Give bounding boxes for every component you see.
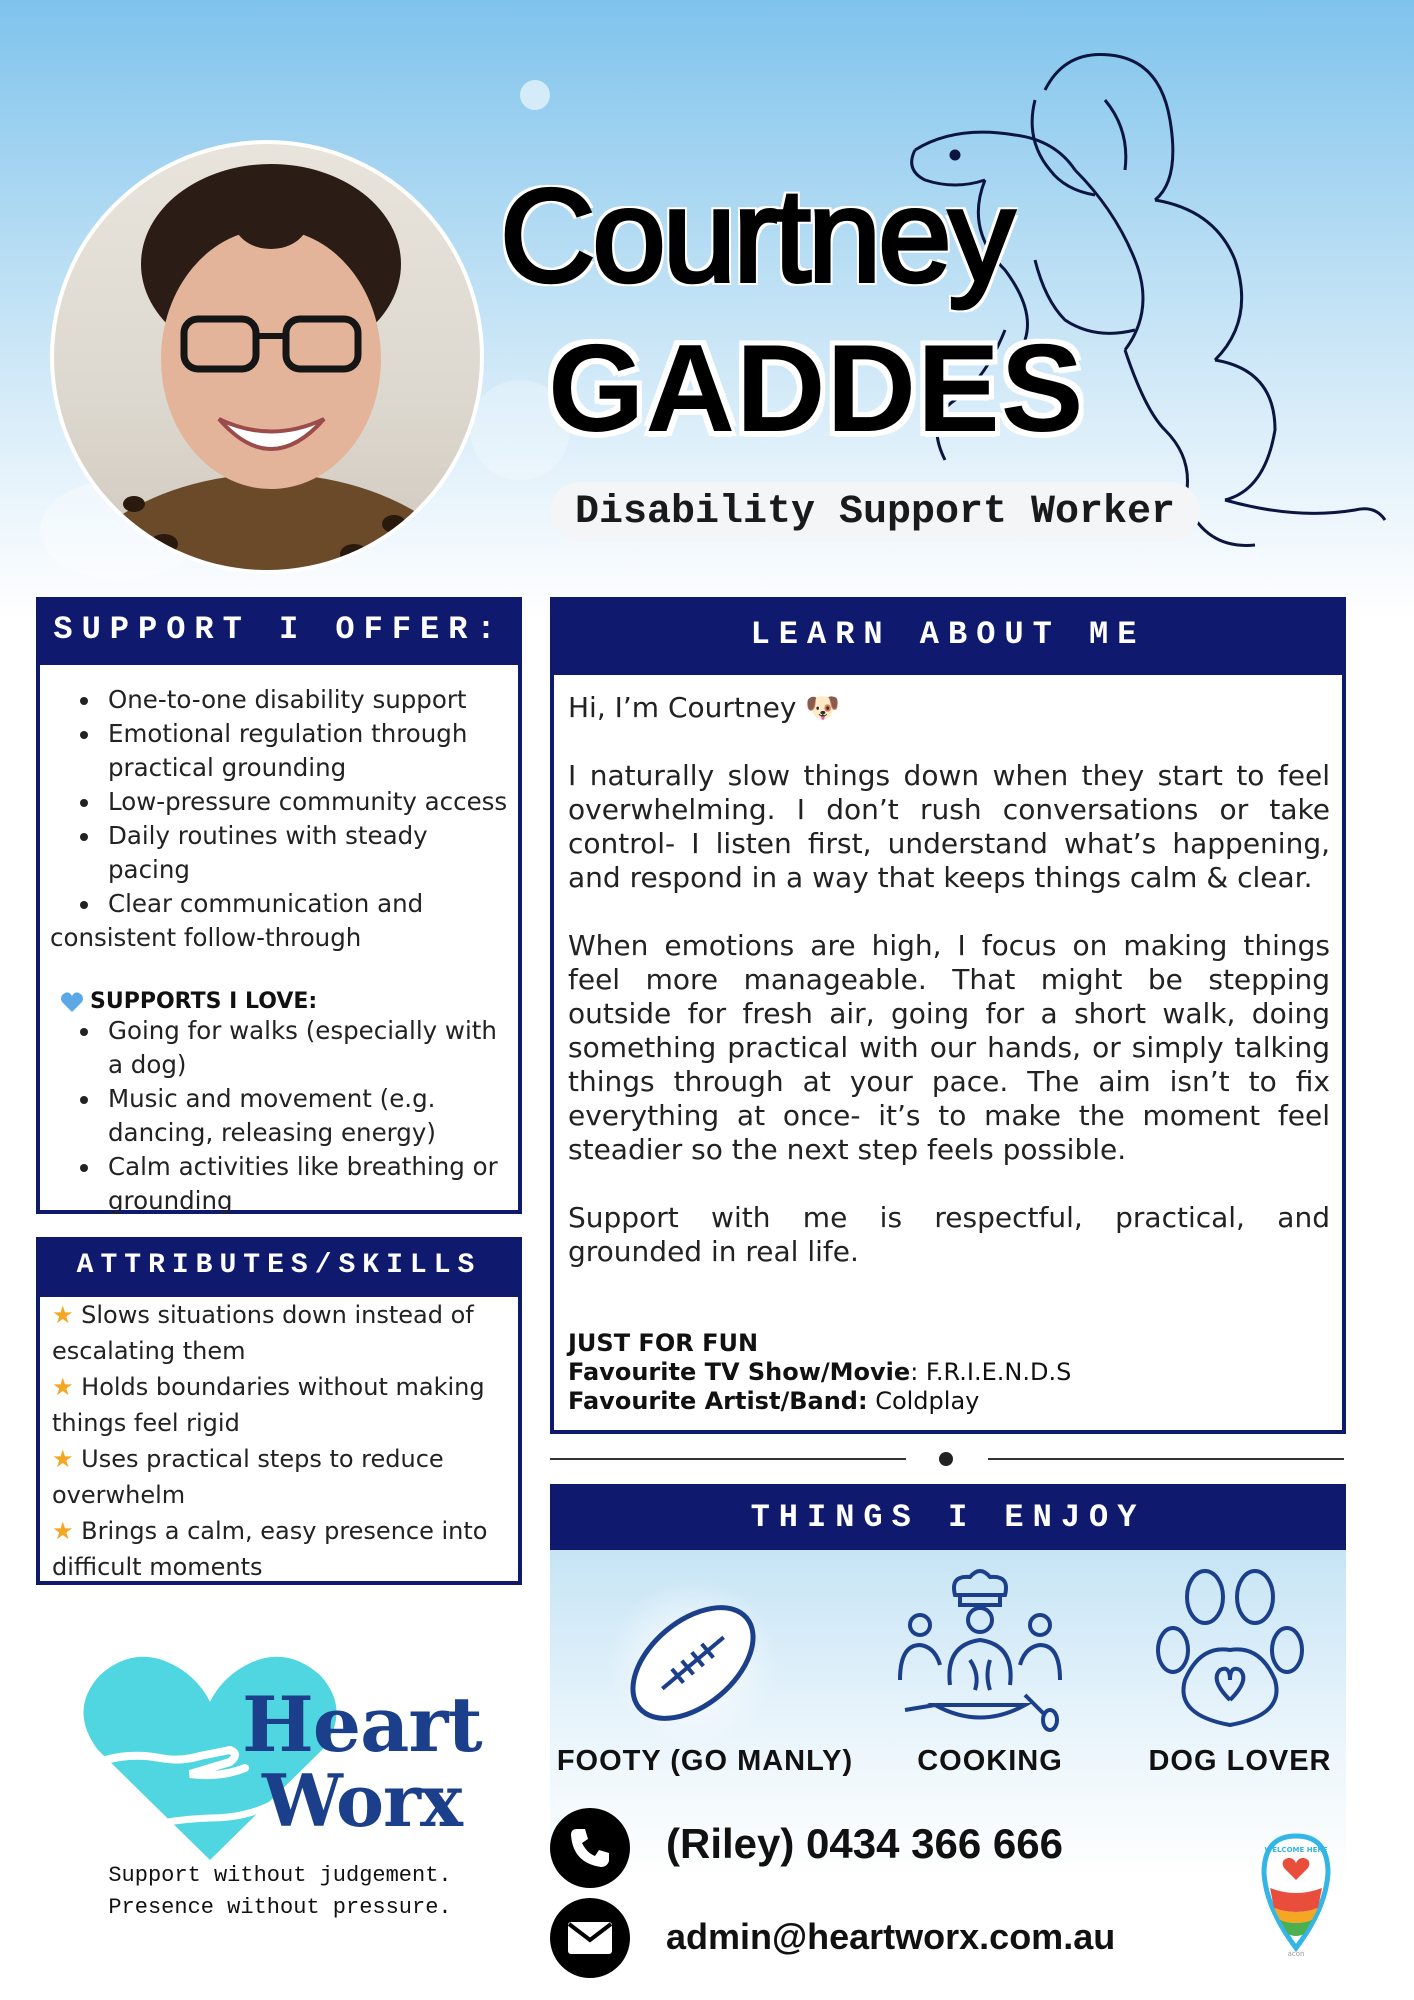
- attributes-panel: [36, 1293, 522, 1585]
- fun-title: JUST FOR FUN: [568, 1329, 759, 1357]
- fun-artist: [568, 1387, 1330, 1416]
- attributes-header: [36, 1237, 522, 1293]
- attribute-item: [44, 1297, 512, 1369]
- brand-name-heart: Heart: [242, 1680, 482, 1769]
- enjoy-header: [550, 1484, 1346, 1550]
- brand-name-worx: Worx: [262, 1758, 462, 1843]
- list-item: • One-to-one disability support: [102, 683, 508, 717]
- about-panel: [550, 671, 1346, 1434]
- tagline-line2: Presence without pressure.: [108, 1895, 452, 1920]
- support-title: SUPPORT I OFFER:: [53, 610, 505, 648]
- first-name: Courtney: [500, 162, 1012, 309]
- about-greeting: Hi, I’m Courtney 🐶: [568, 691, 841, 724]
- email-button[interactable]: [550, 1898, 630, 1978]
- attribute-text: Holds boundaries without making things feel rigid: [52, 1373, 485, 1437]
- role-title: Disability Support Worker: [550, 482, 1200, 542]
- divider-right: [988, 1458, 1344, 1460]
- enjoy-title: THINGS I ENJOY: [750, 1498, 1146, 1536]
- attribute-item: [44, 1369, 512, 1441]
- fun-tv-value: : F.R.I.E.N.D.S: [910, 1358, 1072, 1386]
- support-panel: [36, 661, 522, 1214]
- supports-love-title: SUPPORTS I LOVE:: [90, 989, 318, 1014]
- attribute-text: Brings a calm, easy presence into difficult moments: [52, 1517, 488, 1581]
- supports-love-heading: [50, 989, 508, 1014]
- paw-icon: [1155, 1565, 1305, 1735]
- badge-footer: acon: [1287, 1950, 1305, 1958]
- email-address[interactable]: admin@heartworx.com.au: [666, 1916, 1116, 1957]
- fun-tv-label: Favourite TV Show/Movie: [568, 1358, 911, 1386]
- star-icon: ★: [52, 1301, 74, 1329]
- badge-text: WELCOME HERE: [1264, 1846, 1328, 1854]
- enjoy-label-cooking: COOKING: [917, 1745, 1063, 1777]
- attributes-title: ATTRIBUTES/SKILLS: [76, 1249, 482, 1281]
- support-header: [36, 597, 522, 661]
- about-paragraph: Support with me is respectful, practical, and grounded in real life.: [568, 1201, 1330, 1268]
- list-item: • Daily routines with steady pacing: [102, 819, 508, 887]
- attribute-item: [44, 1441, 512, 1513]
- list-item: • Music and movement (e.g. dancing, releasing energy): [102, 1082, 508, 1150]
- last-name: GADDES: [548, 320, 1085, 458]
- star-icon: ★: [52, 1445, 74, 1473]
- about-paragraph: When emotions are high, I focus on making things feel more manageable. That might be stepping outside for fresh air, going for a short walk, doing something practical with our hands, or simply talking things through at your pace. The aim isn’t to fix everything at once- it’s to make the moment feel steadier so the next step feels possible.: [568, 929, 1330, 1166]
- star-icon: ★: [52, 1517, 74, 1545]
- list-item: • Clear communication and: [102, 887, 508, 921]
- about-header: [550, 597, 1346, 671]
- phone-icon: [567, 1825, 613, 1871]
- fun-artist-label: Favourite Artist/Band:: [568, 1387, 868, 1415]
- about-title: LEARN ABOUT ME: [750, 615, 1146, 653]
- attribute-text: Slows situations down instead of escalating them: [52, 1301, 474, 1365]
- cooking-icon: [895, 1565, 1065, 1740]
- support-list: [50, 683, 508, 921]
- list-item: • Calm activities like breathing or grounding: [102, 1150, 508, 1218]
- profile-photo: [50, 140, 484, 574]
- blue-heart-icon: [60, 991, 84, 1013]
- enjoy-label-footy: FOOTY (GO MANLY): [556, 1745, 854, 1777]
- tagline-line1: Support without judgement.: [108, 1863, 452, 1888]
- list-item: • Low-pressure community access: [102, 785, 508, 819]
- envelope-icon: [566, 1920, 614, 1956]
- football-icon: [608, 1578, 778, 1748]
- phone-number[interactable]: (Riley) 0434 366 666: [666, 1820, 1063, 1867]
- phone-button[interactable]: [550, 1808, 630, 1888]
- attribute-item: [44, 1513, 512, 1585]
- star-icon: ★: [52, 1373, 74, 1401]
- divider-dot: [939, 1452, 953, 1466]
- attribute-text: Uses practical steps to reduce overwhelm: [52, 1445, 444, 1509]
- list-item-continuation: consistent follow-through: [50, 923, 362, 952]
- enjoy-label-dog: DOG LOVER: [1148, 1745, 1332, 1777]
- about-paragraph: I naturally slow things down when they start to feel overwhelming. I don’t rush conversations or take control- I listen first, understand what’s happening, and respond in a way that keeps things calm & clear.: [568, 759, 1330, 894]
- divider-left: [550, 1458, 906, 1460]
- bokeh-bubble: [520, 80, 550, 110]
- welcome-here-badge: [1256, 1828, 1336, 1958]
- list-item: • Going for walks (especially with a dog): [102, 1014, 508, 1082]
- supports-love-list: [50, 1014, 508, 1218]
- fun-tv: [568, 1358, 1330, 1387]
- list-item: • Emotional regulation through practical grounding: [102, 717, 508, 785]
- fun-artist-value: Coldplay: [867, 1387, 980, 1415]
